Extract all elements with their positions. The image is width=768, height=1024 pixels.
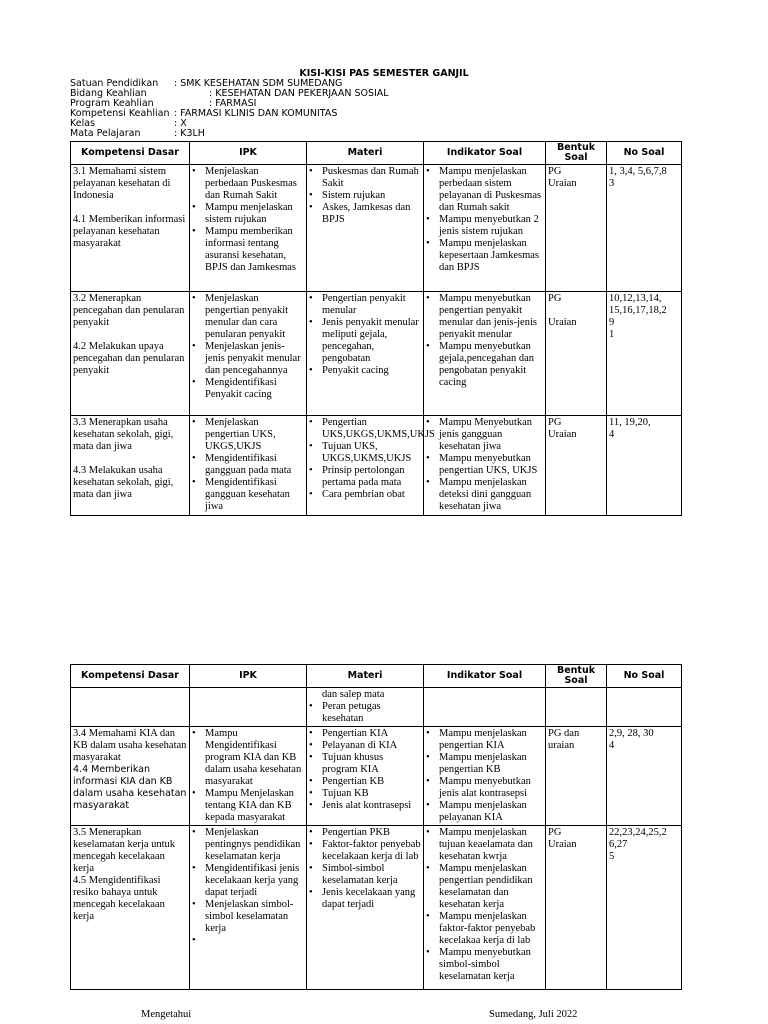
materi-item: • Puskesmas dan Rumah Sakit [309,166,421,190]
materi-item: • Jenis alat kontrasepsi [309,800,421,812]
indikator-item: • Mampu menjelaskan pelayanan KIA [426,800,543,824]
kd-text: 3.4 Memahami KIA dan KB dalam usaha kesehatan masyarakat [73,728,187,763]
column-header: Bentuk Soal [546,142,607,165]
no-soal-line: 2,9, 28, 30 [609,728,654,739]
spacer [73,202,187,214]
kd-text: 4.2 Melakukan upaya pencegahan dan penularan penyakit [73,341,185,376]
no-soal [609,728,679,752]
bentuk [548,728,604,752]
signature-place-date: Sumedang, Juli 2022 [489,1009,578,1020]
cell-bentuk-soal [546,688,607,727]
kd-text: 3.2 Menerapkan pencegahan dan penularan penyakit [73,293,185,328]
cell-no-soal [607,292,682,416]
indikator-list [426,166,543,274]
materi-list [309,417,435,501]
cell-materi [307,688,424,727]
ipk-item: • Menjelaskan pengertian UKS, UKGS,UKJS [192,417,304,453]
indikator-item: • Mampu menjelaskan pengertian KIA [426,728,543,752]
ipk-item: • Mampu Mengidentifikasi program KIA dan KB dalam usaha kesehatan masyarakat [192,728,304,788]
cell-bentuk-soal [546,165,607,292]
no-soal-line: 6,27 [609,839,628,850]
no-soal-line: 3 [609,178,615,189]
materi-item: • Askes, Jamkesas dan BPJS [309,202,421,226]
materi-list [309,701,421,725]
indikator-item: • Mampu menjelaskan deteksi dini gangguan kesehatan jiwa [426,477,543,513]
cell-indikator [424,826,546,990]
bentuk [548,827,604,851]
materi-item: • Peran petugas kesehatan [309,701,421,725]
materi-item: • Faktor-faktor penyebab kecelakaan kerja di lab [309,839,421,863]
materi-continued-text: dan salep mata [322,689,385,700]
column-header: No Soal [607,142,682,165]
column-header: Indikator Soal [424,142,546,165]
column-header: Materi [307,142,424,165]
table-row [71,727,682,826]
materi-item: • Pengertian PKB [309,827,421,839]
materi-item: • Jenis kecelakaan yang dapat terjadi [309,887,421,911]
bentuk-line: Uraian [548,317,577,328]
cell-materi [307,727,424,826]
indikator-item: • Mampu menyebutkan simbol-simbol keselamatan kerja [426,947,543,983]
bentuk-line: PG [548,827,562,838]
column-header: IPK [190,665,307,688]
meta-value: : X [174,118,187,129]
no-soal [609,166,679,190]
bentuk-line: PG [548,293,562,304]
kisi-table-page-1 [70,141,682,516]
column-header: Indikator Soal [424,665,546,688]
table-header-row [71,142,682,165]
meta-value: : KESEHATAN DAN PEKERJAAN SOSIAL [209,88,389,99]
indikator-item: • Mampu menyebutkan pengertian penyakit menular dan jenis-jenis penyakit menular [426,293,543,341]
cell-bentuk-soal [546,292,607,416]
cell-ipk [190,416,307,516]
indikator-item: • Mampu menyebutkan gejala,pencegahan dan pengobatan penyakit cacing [426,341,543,389]
column-header: Bentuk Soal [546,665,607,688]
meta-label: Program Keahlian [70,98,154,109]
ipk-item: • Mengidentifikasi gangguan pada mata [192,453,304,477]
ipk-item: • Mengidentifikasi Penyakit cacing [192,377,304,401]
cell-kompetensi-dasar [71,727,190,826]
bentuk-line: Uraian [548,429,577,440]
materi-item: • Tujuan KB [309,788,421,800]
column-header: Kompetensi Dasar [71,142,190,165]
materi-list [309,293,421,377]
meta-value: : SMK KESEHATAN SDM SUMEDANG [174,78,343,89]
cell-kompetensi-dasar [71,826,190,990]
table-row [71,826,682,990]
kd-text: 4.5 Mengidentifikasi resiko bahaya untuk mencegah kecelakaan kerja [73,875,165,922]
cell-indikator [424,727,546,826]
table-row [71,416,682,516]
column-header: Materi [307,665,424,688]
table-row [71,292,682,416]
bentuk-line: Uraian [548,839,577,850]
cell-bentuk-soal [546,727,607,826]
no-soal-line: 11, 19,20, [609,417,651,428]
kd-text: 4.3 Melakukan usaha kesehatan sekolah, gigi, mata dan jiwa [73,465,174,500]
materi-list [309,827,421,911]
materi-item: • Tujuan khusus program KIA [309,752,421,776]
meta-label: Kelas [70,118,96,129]
cell-kompetensi-dasar [71,165,190,292]
materi-item: • Pengertian KB [309,776,421,788]
document-title: KISI-KISI PAS SEMESTER GANJIL [299,68,469,79]
signature-left-label: Mengetahui [141,1009,192,1020]
indikator-item: • Mampu menyebutkan pengertian UKS, UKJS [426,453,543,477]
ipk-list [192,827,304,935]
kd-text: 3.5 Menerapkan keselamatan kerja untuk mencegah kecelakaan kerja [73,827,176,874]
cell-kompetensi-dasar [71,416,190,516]
meta-label: Mata Pelajaran [70,128,141,139]
kd-text: 4.1 Memberikan informasi pelayanan kesehatan masyarakat [73,214,186,249]
indikator-item: • Mampu Menyebutkan jenis gangguan kesehatan jiwa [426,417,543,453]
no-soal-line: 4 [609,429,615,440]
materi-item: • Prinsip pertolongan pertama pada mata [309,465,421,489]
cell-ipk [190,688,307,727]
kd-text: 3.1 Memahami sistem pelayanan kesehatan di Indonesia [73,166,171,201]
cell-materi [307,165,424,292]
bentuk [548,417,604,441]
ipk-list [192,293,304,401]
materi-item: • Penyakit cacing [309,365,421,377]
materi-item: • Cara pembrian obat [309,489,421,501]
bentuk [548,166,604,190]
no-soal-line: 5 [609,851,615,862]
cell-materi [307,416,435,516]
cell-indikator [424,416,546,516]
no-soal [609,417,679,441]
no-soal [609,293,679,341]
no-soal-line: 22,23,24,25,2 [609,827,667,838]
no-soal [609,827,679,863]
meta-value: : FARMASI [209,98,257,109]
kd-text: 4.4 Memberikan informasi KIA dan KB dalam usaha kesehatan masyarakat [73,764,187,811]
ipk-list [192,728,304,824]
ipk-item: • Mampu memberikan informasi tentang asuransi kesehatan, BPJS dan Jamkesmas [192,226,304,274]
bentuk-line: PG [548,417,562,428]
indikator-item: • Mampu menjelaskan tujuan keaelamata dan kesehatan kwrja [426,827,543,863]
indikator-list [426,293,543,389]
materi-item: • Jenis penyakit menular meliputi gejala, pencegahan, pengobatan [309,317,421,365]
ipk-item: • Mengidentifikasi jenis kecelakaan kerja yang dapat terjadi [192,863,304,899]
cell-bentuk-soal [546,826,607,990]
column-header: No Soal [607,665,682,688]
cell-no-soal [607,826,682,990]
cell-ipk [190,165,307,292]
cell-ipk [190,826,307,990]
indikator-item: • Mampu menyebutkan 2 jenis sistem rujukan [426,214,543,238]
ipk-item: • Menjelaskan simbol-simbol keselamatan kerja [192,899,304,935]
ipk-item: • Mampu menjelaskan sistem rujukan [192,202,304,226]
materi-item: • Pelayanan di KIA [309,740,421,752]
kisi-table-page-2 [70,664,682,990]
cell-materi [307,292,424,416]
materi-list [309,728,421,812]
indikator-item: • Mampu menjelaskan pengertian KB [426,752,543,776]
ipk-item: • Mampu Menjelaskan tentang KIA dan KB kepada masyarakat [192,788,304,824]
materi-item: • Tujuan UKS, UKGS,UKMS,UKJS [309,441,421,465]
bentuk-line: uraian [548,740,575,751]
cell-indikator [424,165,546,292]
meta-label: Bidang Keahlian [70,88,147,99]
meta-label: Satuan Pendidikan [70,78,159,89]
kd-text: 3.3 Menerapkan usaha kesehatan sekolah, gigi, mata dan jiwa [73,417,174,452]
indikator-list [426,728,543,824]
bentuk-line [548,305,604,317]
ipk-item: • Menjelaskan pengertian penyakit menular dan cara penularan penyakit [192,293,304,341]
bentuk-line: PG [548,166,562,177]
cell-bentuk-soal [546,416,607,516]
no-soal-line: 9 [609,317,615,328]
table-row-continuation [71,688,682,727]
column-header: IPK [190,142,307,165]
indikator-list [426,417,543,513]
no-soal-line: 1 [609,329,615,340]
cell-no-soal [607,165,682,292]
bentuk-line: PG dan [548,728,580,739]
cell-kompetensi-dasar [71,292,190,416]
bentuk [548,293,604,329]
ipk-item: • Menjelaskan pentingnys pendidikan keselamatan kerja [192,827,304,863]
indikator-list [426,827,543,983]
indikator-item: • Mampu menjelaskan perbedaan sistem pelayanan di Puskesmas dan Rumah sakit [426,166,543,214]
cell-materi [307,826,424,990]
cell-ipk [190,727,307,826]
column-header: Kompetensi Dasar [71,665,190,688]
no-soal-line: 1, 3,4, 5,6,7,8 [609,166,667,177]
indikator-item: • Mampu menyebutkan jenis alat kontrasepsi [426,776,543,800]
materi-item: • Simbol-simbol keselamatan kerja [309,863,421,887]
cell-indikator [424,292,546,416]
spacer [73,453,187,465]
meta-value: : K3LH [174,128,205,139]
cell-no-soal [607,688,682,727]
meta-label: Kompetensi Keahlian [70,108,170,119]
table-row [71,165,682,292]
no-soal-line: 10,12,13,14, [609,293,662,304]
ipk-list [192,417,304,513]
bentuk-line: Uraian [548,178,577,189]
ipk-item: • Mengidentifikasi gangguan kesehatan jiwa [192,477,304,513]
materi-list [309,166,421,226]
indikator-item: • Mampu menjelaskan kepesertaan Jamkesmas dan BPJS [426,238,543,274]
meta-value: : FARMASI KLINIS DAN KOMUNITAS [174,108,338,119]
indikator-item: • Mampu menjelaskan faktor-faktor penyebab kecelakaa kerja di lab [426,911,543,947]
no-soal-line: 4 [609,740,615,751]
spacer [73,329,187,341]
materi-item: • Sistem rujukan [309,190,421,202]
cell-indikator [424,688,546,727]
cell-kompetensi-dasar [71,688,190,727]
materi-item: • Pengertian KIA [309,728,421,740]
indikator-item: • Mampu menjelaskan pengertian pendidikan keselamatan dan kesehatan kerja [426,863,543,911]
cell-no-soal [607,416,682,516]
materi-item: • Pengertian penyakit menular [309,293,421,317]
no-soal-line: 15,16,17,18,2 [609,305,667,316]
cell-ipk [190,292,307,416]
table-header-row [71,665,682,688]
materi-item: • Pengertian UKS,UKGS,UKMS,UKJS [309,417,421,441]
ipk-item: • Menjelaskan perbedaan Puskesmas dan Rumah Sakit [192,166,304,202]
ipk-list [192,166,304,274]
ipk-item: • Menjelaskan jenis-jenis penyakit menular dan pencegahannya [192,341,304,377]
cell-no-soal [607,727,682,826]
